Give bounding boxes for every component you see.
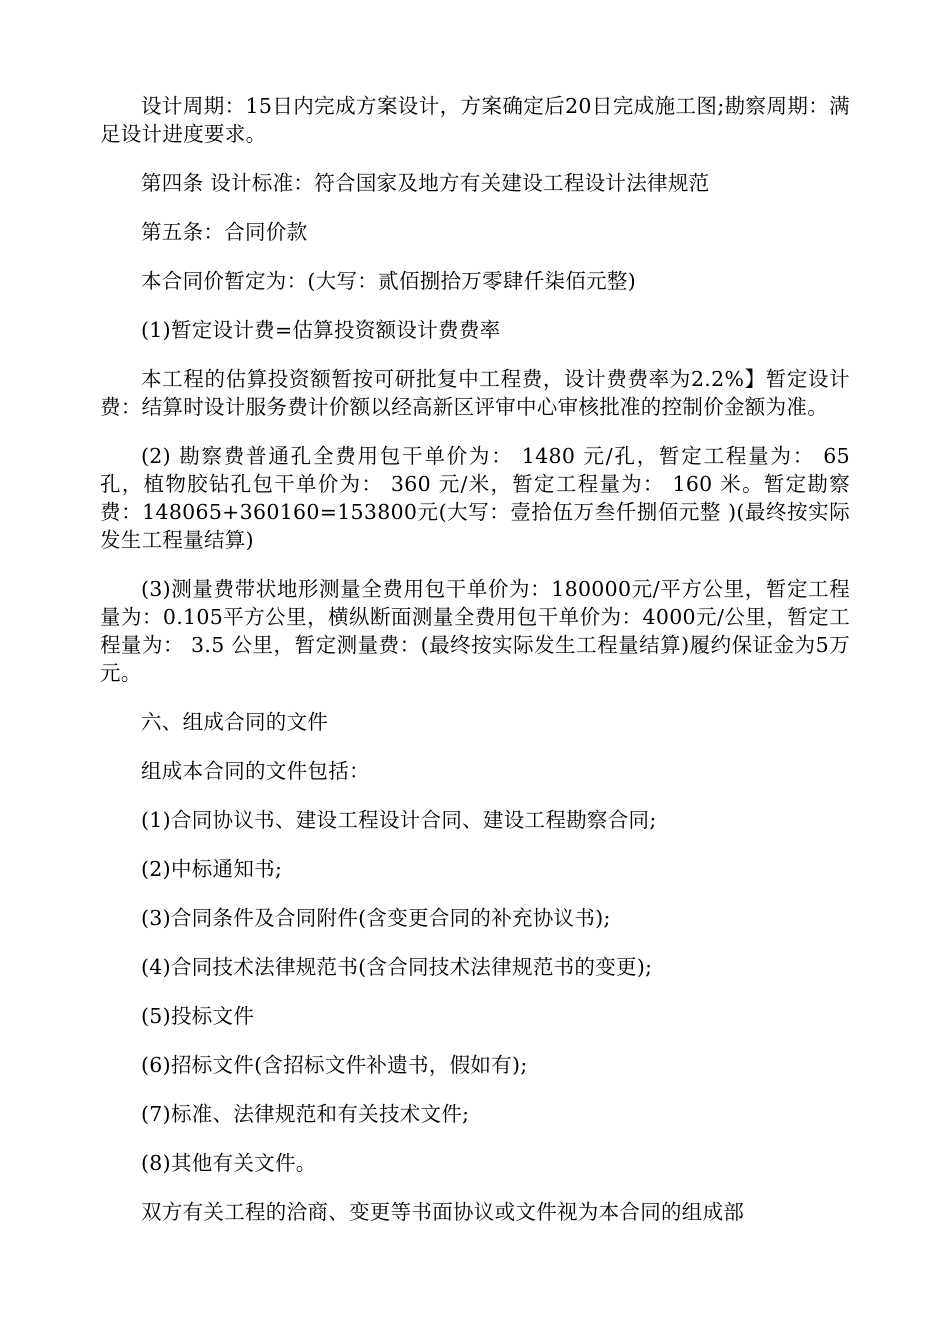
list-item-6: (6)招标文件(含招标文件补遗书，假如有); [141, 1053, 528, 1077]
paragraph-article-4: 第四条 设计标准：符合国家及地方有关建设工程设计法律规范 [141, 171, 710, 195]
list-item-4: (4)合同技术法律规范书(含合同技术法律规范书的变更); [141, 955, 653, 979]
paragraph-design-fee: (1)暂定设计费=估算投资额设计费费率 [141, 318, 501, 342]
list-item-7: (7)标准、法律规范和有关技术文件; [141, 1102, 470, 1126]
paragraph-closing: 双方有关工程的洽商、变更等书面协议或文件视为本合同的组成部 [141, 1200, 745, 1224]
paragraph-measurement-fee: (3)测量费带状地形测量全费用包干单价为：180000元/平方公里，暂定工程量为：0.105平方公里，横纵断面测量全费用包干单价为：4000元/公里，暂定工程量为： 3.5 公里，暂定测量费：(最终按实际发生工程量结算)履约保证金为5万元。 [100, 577, 850, 685]
paragraph-survey-fee: (2) 勘察费普通孔全费用包干单价为： 1480 元/孔，暂定工程量为： 65 孔，植物胶钻孔包干单价为： 360 元/米，暂定工程量为： 160 米。暂定勘察费：148065+360160=153800元(大写：壹拾伍万叁仟捌佰元整 )(最终按实际发生工程量结算) [100, 444, 850, 552]
paragraph-estimated-investment: 本工程的估算投资额暂按可研批复中工程费，设计费费率为2.2%】暂定设计费：结算时设计服务费计价额以经高新区评审中心审核批准的控制价金额为准。 [100, 367, 850, 419]
list-item-3: (3)合同条件及合同附件(含变更合同的补充协议书); [141, 906, 611, 930]
paragraph-contract-price: 本合同价暂定为：(大写：贰佰捌拾万零肆仟柒佰元整) [141, 269, 636, 293]
paragraph-article-5: 第五条：合同价款 [141, 220, 308, 244]
list-item-8: (8)其他有关文件。 [141, 1151, 317, 1175]
list-item-5: (5)投标文件 [141, 1004, 255, 1028]
list-item-1: (1)合同协议书、建设工程设计合同、建设工程勘察合同; [141, 808, 657, 832]
document-page [100, 92, 850, 1247]
paragraph-design-period: 设计周期：15日内完成方案设计，方案确定后20日完成施工图;勘察周期：满足设计进度要求。 [100, 94, 850, 146]
paragraph-documents-intro: 组成本合同的文件包括： [141, 759, 370, 783]
paragraph-section-6-heading: 六、组成合同的文件 [141, 710, 329, 734]
list-item-2: (2)中标通知书; [141, 857, 283, 881]
